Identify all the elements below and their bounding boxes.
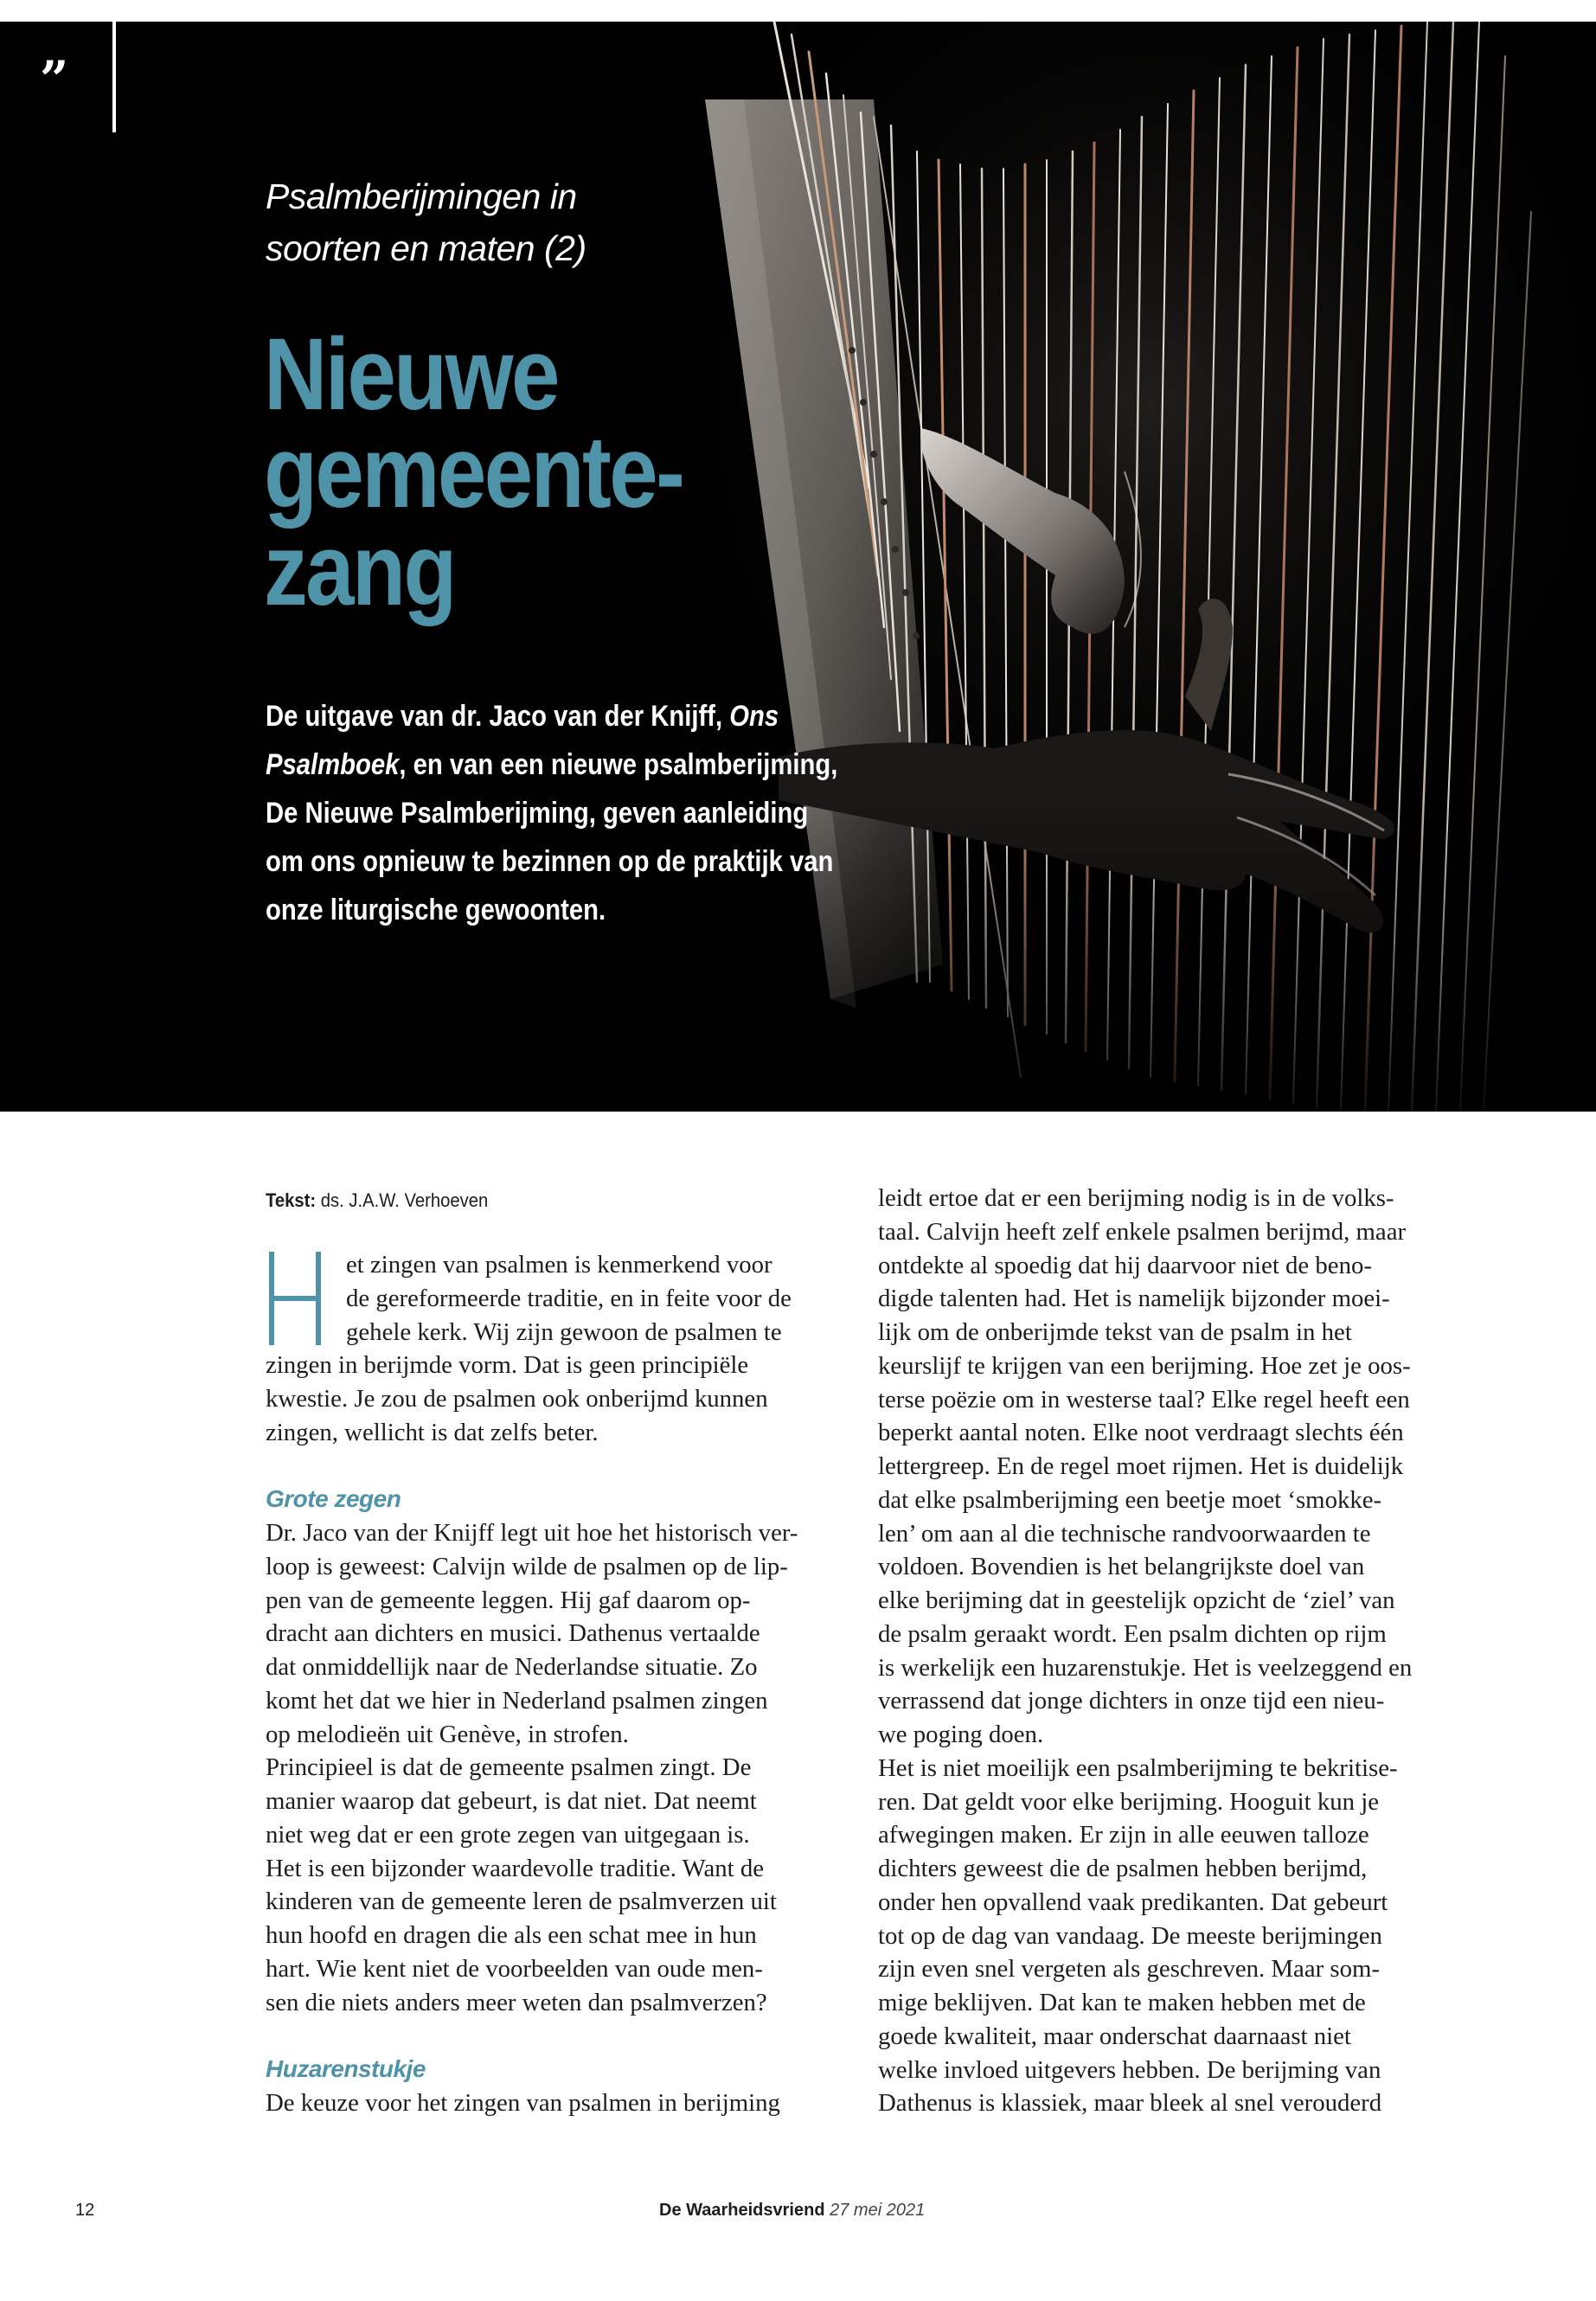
paragraph-line: mige beklijven. Dat kan te maken hebben met de: [878, 1989, 1366, 2016]
lead-line: om ons opnieuw te bezinnen op de praktijk van: [266, 845, 834, 878]
paragraph-line: len’ om aan al die technische randvoorwaarden te: [878, 1519, 1371, 1548]
page-number: 12: [75, 2201, 95, 2220]
drop-cap: [266, 1252, 335, 1347]
paragraph-line: dat elke psalmberijming een beetje moet ‘smokke-: [878, 1485, 1382, 1514]
paragraph-line: taal. Calvijn heeft zelf enkele psalmen berijmd, maar: [878, 1217, 1407, 1246]
paragraph-line: dracht aan dichters en musici. Dathenus vertaalde: [266, 1619, 760, 1648]
paragraph-line: we poging doen.: [878, 1721, 1044, 1748]
paragraph-line: kwestie. Je zou de psalmen ook onberijmd kunnen: [266, 1385, 768, 1413]
lead-line: Psalmboek, en van een nieuwe psalmberijming,: [266, 748, 838, 781]
harp-image: [0, 22, 1596, 1112]
paragraph-line: manier waarop dat gebeurt, is dat niet. Dat neemt: [266, 1787, 757, 1815]
subheading-grote-zegen: Grote zegen: [266, 1485, 401, 1513]
series-title-line: soorten en maten (2): [266, 228, 586, 268]
paragraph-line: Het is een bijzonder waardevolle traditie. Want de: [266, 1854, 765, 1882]
byline-author: ds. J.A.W. Verhoeven: [320, 1189, 489, 1211]
paragraph-line: is werkelijk een huzarenstukje. Het is veelzeggend en: [878, 1653, 1413, 1682]
paragraph-line: lettergreep. En de regel moet rijmen. Het is duidelijk: [878, 1452, 1404, 1480]
paragraph-line: ontdekte al spoedig dat hij daarvoor niet de beno-: [878, 1251, 1372, 1279]
paragraph-line: op melodieën uit Genève, in strofen.: [266, 1720, 629, 1748]
paragraph-line: onder hen opvallend vaak predikanten. Dat gebeurt: [878, 1888, 1388, 1916]
issue-date: 27 mei 2021: [830, 2201, 926, 2220]
paragraph-line: niet weg dat er een grote zegen van uitgegaan is.: [266, 1820, 750, 1849]
paragraph-line: tot op de dag van vandaag. De meeste berijmingen: [878, 1921, 1382, 1950]
paragraph-line: loop is geweest: Calvijn wilde de psalmen op de lip-: [266, 1552, 788, 1580]
headline-line: Nieuwe: [264, 317, 558, 432]
quote-divider: [112, 22, 116, 132]
byline-label: Tekst:: [266, 1189, 317, 1211]
paragraph-line: Dr. Jaco van der Knijff legt uit hoe het historisch ver-: [266, 1519, 798, 1547]
paragraph-line: zingen, wellicht is dat zelfs beter.: [266, 1418, 599, 1446]
article-column-left: [266, 1248, 854, 2120]
paragraph-line: afwegingen maken. Er zijn in alle eeuwen talloze: [878, 1821, 1369, 1849]
paragraph-line: pen van de gemeente leggen. Hij gaf daarom op-: [266, 1586, 751, 1614]
paragraph-line: hart. Wie kent niet de voorbeelden van oude men-: [266, 1954, 763, 1983]
paragraph-line: Principieel is dat de gemeente psalmen zingt. De: [266, 1753, 752, 1782]
footer-publication: [659, 2201, 925, 2221]
hero-banner: [0, 22, 1596, 1112]
headline-line: zang: [264, 513, 455, 627]
article-headline: [264, 317, 751, 627]
paragraph-line: kinderen van de gemeente leren de psalmverzen uit: [266, 1888, 777, 1916]
paragraph-line: et zingen van psalmen is kenmerkend voor: [346, 1251, 772, 1279]
byline: [266, 1189, 488, 1212]
subheading-huzarenstukje: Huzarenstukje: [266, 2055, 426, 2082]
paragraph-line: keurslijf te krijgen van een berijming. Hoe zet je oos-: [878, 1351, 1411, 1380]
paragraph-line: gehele kerk. Wij zijn gewoon de psalmen te: [346, 1317, 782, 1346]
lead-line: De Nieuwe Psalmberijming, geven aanleiding: [266, 797, 809, 830]
paragraph-line: ren. Dat geldt voor elke berijming. Hooguit kun je: [878, 1787, 1380, 1816]
series-title: [266, 170, 586, 274]
paragraph-line: Het is niet moeilijk een psalmberijming te bekritise-: [878, 1753, 1398, 1782]
page-footer: [0, 2201, 1596, 2227]
paragraph-line: beperkt aantal noten. Elke noot verdraagt slechts één: [878, 1419, 1404, 1447]
top-margin: [0, 0, 1596, 22]
paragraph-line: de gereformeerde traditie, en in feite voor de: [346, 1284, 792, 1312]
paragraph-line: sen die niets anders meer weten dan psalmverzen?: [266, 1988, 767, 2016]
headline-line: gemeente-: [264, 415, 683, 529]
paragraph-line: digde talenten had. Het is namelijk bijzonder moei-: [878, 1285, 1390, 1313]
drop-cap-glyph: [266, 1252, 326, 1347]
paragraph-line: dichters geweest die de psalmen hebben berijmd,: [878, 1855, 1368, 1882]
paragraph-line: goede kwaliteit, maar onderschat daarnaast niet: [878, 2022, 1351, 2050]
paragraph-line: de psalm geraakt wordt. Een psalm dichten op rijm: [878, 1619, 1387, 1648]
paragraph-line: welke invloed uitgevers hebben. De berijming van: [878, 2055, 1381, 2084]
paragraph-line: verrassend dat jonge dichters in onze tijd een nieu-: [878, 1687, 1385, 1715]
paragraph-line: komt het dat we hier in Nederland psalmen zingen: [266, 1686, 768, 1715]
lead-paragraph: [266, 692, 871, 934]
paragraph-line: De keuze voor het zingen van psalmen in berijming: [266, 2088, 780, 2117]
paragraph-line: lijk om de onberijmde tekst van de psalm in het: [878, 1318, 1352, 1346]
lead-line: De uitgave van dr. Jaco van der Knijff, Ons: [266, 700, 779, 733]
paragraph-line: elke berijming dat in geestelijk opzicht de ‘ziel’ van: [878, 1586, 1395, 1614]
paragraph-line: dat onmiddellijk naar de Nederlandse situatie. Zo: [266, 1653, 758, 1681]
series-title-line: Psalmberijmingen in: [266, 176, 577, 216]
lead-line: onze liturgische gewoonten.: [266, 894, 606, 926]
publication-name: De Waarheidsvriend: [659, 2201, 825, 2220]
paragraph-line: terse poëzie om in westerse taal? Elke regel heeft een: [878, 1385, 1410, 1413]
article-column-right: [878, 1182, 1466, 2120]
paragraph-line: voldoen. Bovendien is het belangrijkste doel van: [878, 1553, 1365, 1581]
paragraph-line: leidt ertoe dat er een berijming nodig is in de volks-: [878, 1184, 1394, 1212]
paragraph-line: zijn even snel vergeten als geschreven. Maar som-: [878, 1955, 1380, 1984]
quote-mark-icon: ”: [40, 50, 69, 109]
paragraph-line: zingen in berijmde vorm. Dat is geen principiële: [266, 1351, 749, 1380]
paragraph-line: Dathenus is klassiek, maar bleek al snel verouderd: [878, 2089, 1382, 2118]
paragraph-line: hun hoofd en dragen die als een schat mee in hun: [266, 1921, 757, 1949]
